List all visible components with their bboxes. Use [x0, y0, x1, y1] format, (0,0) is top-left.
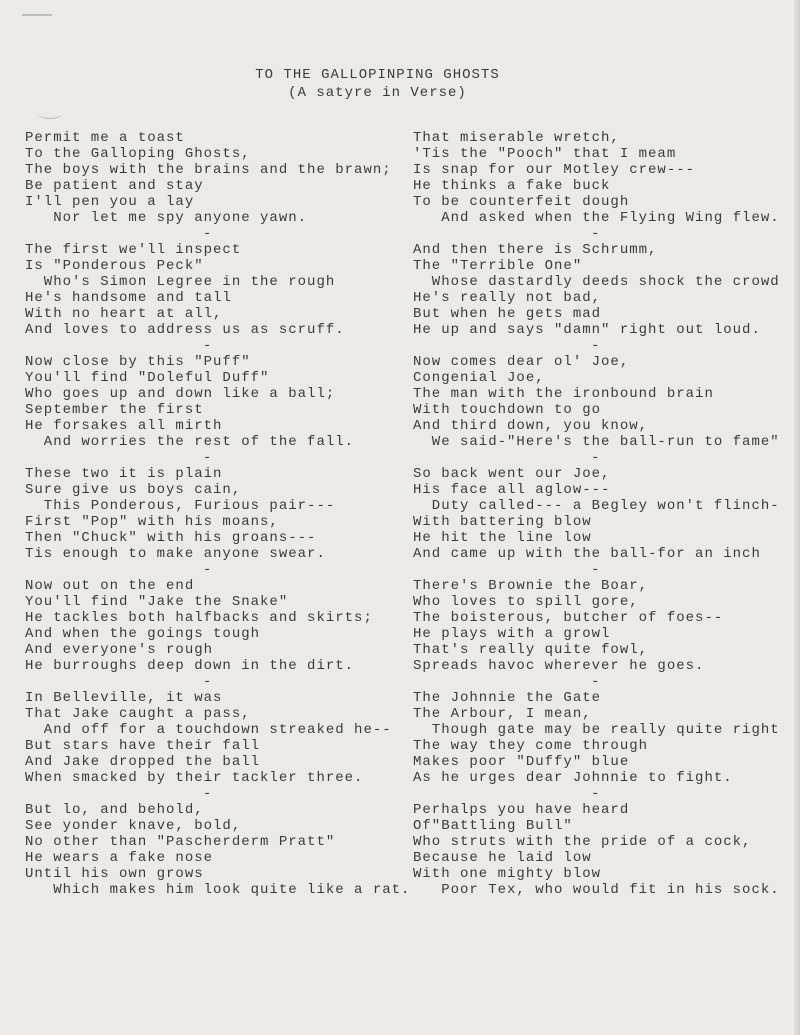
- left-column: [25, 130, 410, 898]
- stanza: [25, 578, 410, 674]
- stanza-separator: -: [203, 338, 213, 354]
- verse-line: See yonder knave, bold,: [25, 818, 242, 834]
- verse-line: He hit the line low: [413, 530, 592, 546]
- verse-line: I'll pen you a lay: [25, 194, 195, 210]
- verse-line: With touchdown to go: [413, 402, 602, 418]
- stanza: [413, 466, 780, 562]
- stanza: [413, 242, 780, 338]
- verse-line: Who goes up and down like a ball;: [25, 386, 336, 402]
- pencil-mark: [38, 108, 62, 119]
- verse-line: That miserable wretch,: [413, 130, 620, 146]
- verse-line: These two it is plain: [25, 466, 223, 482]
- verse-line: Because he laid low: [413, 850, 592, 866]
- verse-line: Whose dastardly deeds shock the crowd: [413, 274, 780, 290]
- verse-line: September the first: [25, 402, 204, 418]
- stanza: [25, 466, 410, 562]
- verse-line: Sure give us boys cain,: [25, 482, 242, 498]
- verse-line: You'll find "Jake the Snake": [25, 594, 289, 610]
- verse-line: But stars have their fall: [25, 738, 261, 754]
- verse-line: He thinks a fake buck: [413, 178, 611, 194]
- verse-line: The Arbour, I mean,: [413, 706, 592, 722]
- verse-line: You'll find "Doleful Duff": [25, 370, 270, 386]
- verse-line: The boisterous, butcher of foes--: [413, 610, 724, 626]
- verse-line: With battering blow: [413, 514, 592, 530]
- stanza-separator: -: [203, 450, 213, 466]
- verse-line: Now out on the end: [25, 578, 195, 594]
- verse-line: The "Terrible One": [413, 258, 583, 274]
- verse-line: He burroughs deep down in the dirt.: [25, 658, 355, 674]
- verse-line: That Jake caught a pass,: [25, 706, 251, 722]
- scan-mark: [22, 14, 52, 16]
- verse-line: Who's Simon Legree in the rough: [25, 274, 336, 290]
- verse-line: Poor Tex, who would fit in his sock.: [413, 882, 780, 898]
- stanza-separator: -: [591, 226, 601, 242]
- stanza-separator: -: [203, 562, 213, 578]
- verse-line: His face all aglow---: [413, 482, 611, 498]
- verse-line: Now close by this "Puff": [25, 354, 251, 370]
- verse-line: Congenial Joe,: [413, 370, 545, 386]
- right-column: [413, 130, 780, 898]
- verse-line: He's handsome and tall: [25, 290, 232, 306]
- verse-line: He up and says "damn" right out loud.: [413, 322, 761, 338]
- verse-line: And Jake dropped the ball: [25, 754, 261, 770]
- verse-line: Perhalps you have heard: [413, 802, 630, 818]
- stanza: [413, 690, 780, 786]
- verse-line: Tis enough to make anyone swear.: [25, 546, 326, 562]
- verse-line: Though gate may be really quite right: [413, 722, 780, 738]
- verse-line: First "Pop" with his moans,: [25, 514, 279, 530]
- stanza-separator: -: [203, 786, 213, 802]
- page-edge: [794, 0, 800, 1035]
- verse-line: With no heart at all,: [25, 306, 223, 322]
- verse-line: The boys with the brains and the brawn;: [25, 162, 392, 178]
- verse-line: The way they come through: [413, 738, 649, 754]
- verse-line: We said-"Here's the ball-run to fame": [413, 434, 780, 450]
- stanza: [25, 690, 410, 786]
- verse-line: There's Brownie the Boar,: [413, 578, 649, 594]
- verse-line: In Belleville, it was: [25, 690, 223, 706]
- stanza-separator: -: [591, 338, 601, 354]
- verse-line: To be counterfeit dough: [413, 194, 630, 210]
- stanza: [413, 130, 780, 226]
- poem-title: TO THE GALLOPINPING GHOSTS: [255, 67, 500, 83]
- verse-line: He wears a fake nose: [25, 850, 214, 866]
- verse-line: And then there is Schrumm,: [413, 242, 658, 258]
- poem-header: [0, 66, 755, 102]
- verse-line: And worries the rest of the fall.: [25, 434, 355, 450]
- verse-line: Which makes him look quite like a rat.: [25, 882, 411, 898]
- verse-line: He plays with a growl: [413, 626, 611, 642]
- verse-line: He forsakes all mirth: [25, 418, 223, 434]
- verse-line: Be patient and stay: [25, 178, 204, 194]
- verse-line: He tackles both halfbacks and skirts;: [25, 610, 373, 626]
- stanza: [413, 802, 780, 898]
- verse-line: With one mighty blow: [413, 866, 602, 882]
- verse-line: Is snap for our Motley crew---: [413, 162, 696, 178]
- verse-line: This Ponderous, Furious pair---: [25, 498, 336, 514]
- verse-line: Duty called--- a Begley won't flinch-: [413, 498, 780, 514]
- stanza-separator: -: [591, 450, 601, 466]
- verse-line: The man with the ironbound brain: [413, 386, 714, 402]
- verse-line: And everyone's rough: [25, 642, 214, 658]
- stanza-separator: -: [591, 562, 601, 578]
- stanza: [25, 354, 410, 450]
- verse-line: Permit me a toast: [25, 130, 185, 146]
- verse-line: To the Galloping Ghosts,: [25, 146, 251, 162]
- verse-line: The Johnnie the Gate: [413, 690, 602, 706]
- stanza-separator: -: [591, 786, 601, 802]
- verse-line: No other than "Pascherderm Pratt": [25, 834, 336, 850]
- verse-line: And off for a touchdown streaked he--: [25, 722, 392, 738]
- stanza: [25, 802, 410, 898]
- verse-line: Nor let me spy anyone yawn.: [25, 210, 308, 226]
- verse-line: Now comes dear ol' Joe,: [413, 354, 630, 370]
- verse-line: That's really quite fowl,: [413, 642, 649, 658]
- stanza-separator: -: [203, 226, 213, 242]
- verse-line: When smacked by their tackler three.: [25, 770, 364, 786]
- verse-line: Who loves to spill gore,: [413, 594, 639, 610]
- verse-line: He's really not bad,: [413, 290, 602, 306]
- poem-subtitle: (A satyre in Verse): [288, 85, 467, 101]
- stanza: [413, 354, 780, 450]
- stanza: [413, 578, 780, 674]
- verse-line: And loves to address us as scruff.: [25, 322, 345, 338]
- verse-line: Until his own grows: [25, 866, 204, 882]
- stanza-separator: -: [591, 674, 601, 690]
- verse-line: And third down, you know,: [413, 418, 649, 434]
- verse-line: The first we'll inspect: [25, 242, 242, 258]
- verse-line: Of"Battling Bull": [413, 818, 573, 834]
- verse-line: And asked when the Flying Wing flew.: [413, 210, 780, 226]
- verse-line: And came up with the ball-for an inch: [413, 546, 761, 562]
- verse-line: But lo, and behold,: [25, 802, 204, 818]
- stanza: [25, 242, 410, 338]
- stanza: [25, 130, 410, 226]
- verse-line: As he urges dear Johnnie to fight.: [413, 770, 733, 786]
- verse-line: Spreads havoc wherever he goes.: [413, 658, 705, 674]
- verse-line: So back went our Joe,: [413, 466, 611, 482]
- verse-line: Makes poor "Duffy" blue: [413, 754, 630, 770]
- verse-line: 'Tis the "Pooch" that I meam: [413, 146, 677, 162]
- verse-line: And when the goings tough: [25, 626, 261, 642]
- verse-line: Is "Ponderous Peck": [25, 258, 204, 274]
- verse-line: But when he gets mad: [413, 306, 602, 322]
- stanza-separator: -: [203, 674, 213, 690]
- verse-line: Then "Chuck" with his groans---: [25, 530, 317, 546]
- verse-line: Who struts with the pride of a cock,: [413, 834, 752, 850]
